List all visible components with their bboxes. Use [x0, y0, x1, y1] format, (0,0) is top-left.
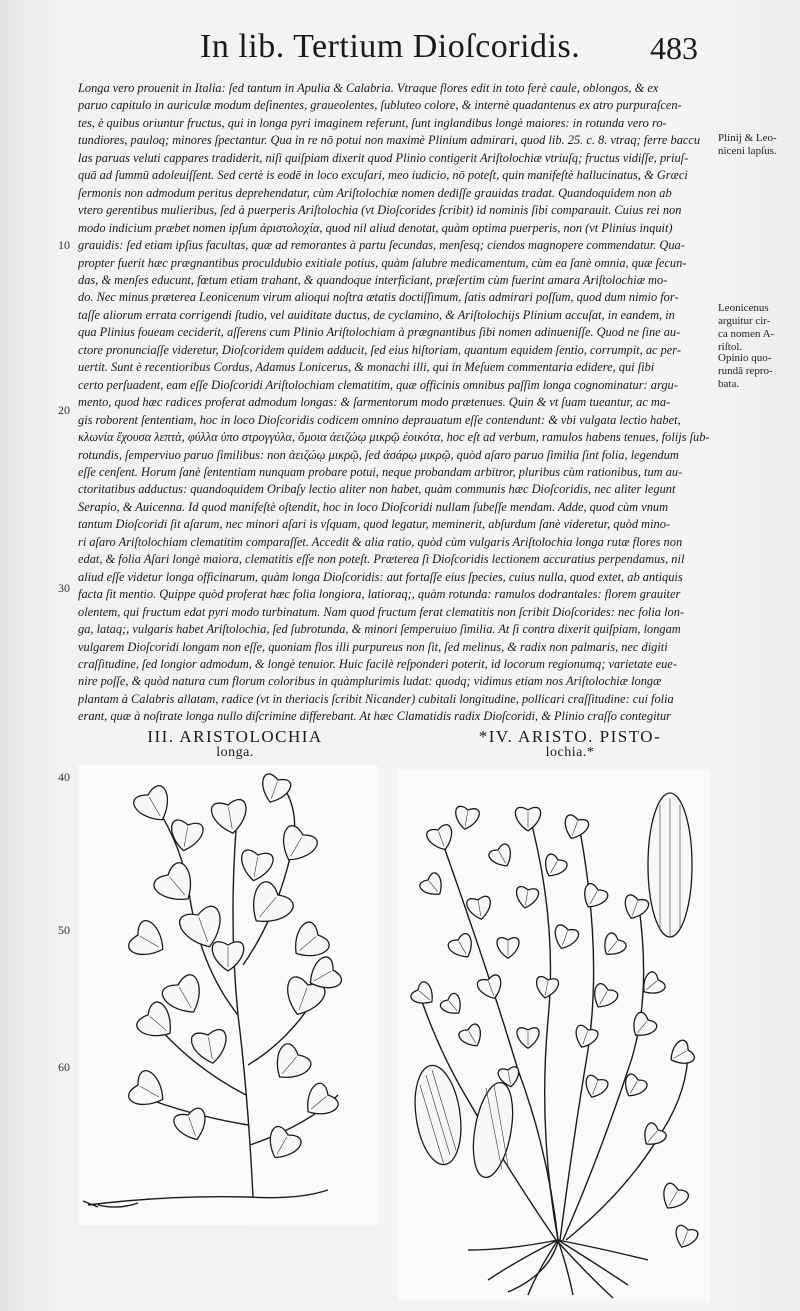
- text-line: ga, lataq;, vulgaris habet Ariſtolochia, ſed ſubrotunda, & minori ſemperuiuo ſimilia. At ſi contra dixerit quiſpiam, longam: [78, 622, 681, 637]
- text-line: erant, quæ à noſtrate longa nullo diſcrimine differebant. At hæc Clamatidis radix Dioſcoridi, & Plinio craſſo contegitur: [78, 709, 672, 724]
- margin-note: Plinij & Leo- niceni lapſus.: [718, 132, 777, 157]
- text-line: craſſitudine, ſed longior admodum, & longè tenuior. Huic facilè reſponderi poterit, id locorum regionumq; varietate eue-: [78, 656, 677, 671]
- text-line: Longa vero prouenit in Italia: ſed tantum in Apulia & Calabria. Vtraque flores edit in toto ferè caule, oblongos, & ex: [78, 81, 659, 95]
- text-line: quā ad ſummū adoleuiſſent. Sed certè is eodē in loco excuſari, meo iudicio, nō poteſt, quin manifeſtè hallucinatus, & Græci: [78, 168, 688, 183]
- text-line: aliud eſſe videtur longa officinarum, quàm longa Dioſcoridis: aut fortaſſe eius ſpecies, cuius nulla, quod extet, ab antiquis: [78, 569, 683, 584]
- margin-note: Leonicenus arguitur cir- ca nomen A- riſtol.: [718, 302, 775, 353]
- woodcut-aristolochia-longa: [78, 765, 378, 1225]
- text-line: nire poſſe, & quòd natura cum florum coloribus in quàmplurimis ludat: quodq; vidimus etiam nos Ariſtolochiæ longæ: [78, 674, 662, 689]
- woodcut-aristolochia-pistolochia: [398, 770, 710, 1300]
- text-line: das, & menſes educunt, fœtum etiam trahant, & quandoque interficiant, præſertim cùm fuerint amara Ariſtolochiæ mo-: [78, 272, 668, 287]
- text-line: gis roborent ſententiam, hoc in loco Dioſcoridis codicem omnino deprauatum eſſe contendunt: & vbi vulgata lectio habet,: [78, 412, 681, 427]
- text-line: κλωνία ἔχουσα λεπτὰ, φύλλα ὑπο στρογγύλα, ὅμοια ἀειζώῳ μικρῷ ἐοικότα, hoc eſt ad verbum, ramulos habens tenues, folijs ſub-: [78, 430, 710, 445]
- text-line: facta ſit mentio. Quippe quòd proferat hæc folia longiora, latioraq;, quàm rotunda: ramulos dodrantales: florem grauiter: [78, 587, 681, 602]
- text-line: tes, è quibus oriuntur fructus, qui in longa pyri imaginem referunt, ſunt inglandibus longè maiores: in rotunda vero ro-: [78, 115, 667, 130]
- line-number: 30: [58, 581, 70, 595]
- line-number: 40: [58, 770, 70, 784]
- plant-illustration-right: [398, 770, 710, 1300]
- text-line: tundiores, pauloq; minores ſpectantur. Qua in re nō potui non maximè Plinium admirari, quod lib. 25. c. 8. vtraq; ferre baccu: [78, 133, 701, 148]
- text-line: vulgarem Dioſcoridi longam non eſſe, quoniam flos illi purpureus non ſit, ſed melinus, & radix non palmaris, nec digiti: [78, 639, 668, 654]
- text-line: plantam à Calabris allatam, radice (vt in theriacis ſcribit Nicander) cubitali longitudine, pollicari craſſitudine: cui folia: [78, 691, 674, 706]
- text-line: certo perſuadent, eam eſſe Dioſcoridi Ariſtolochiam clematitim, quæ officinis omnibus paſſim longa cognominatur: argu-: [78, 377, 678, 392]
- running-title: In lib. Tertium Dioſcoridis.: [200, 28, 581, 65]
- text-line: tantum Dioſcoridi ſit aſarum, nec minori aſari is vſquam, quod legatur, meminerit, abſurdum ſanè videretur, quòd mino-: [78, 517, 671, 532]
- text-line: paruo capitulo in auriculæ modum deſinentes, graueolentes, ſubluteo colore, & internè quadantenus ex atro purpuraſcen-: [78, 98, 682, 113]
- page-number: 483: [650, 30, 698, 66]
- text-line: vtero gerentibus mulieribus, ſed à puerperis Ariſtolochia (vt Dioſcorides ſcribit) id nominis ſibi comparauit. Cuius rei non: [78, 203, 682, 218]
- margin-note: Opinio quo- rundā repro- bata.: [718, 352, 773, 390]
- text-line: modo indicium præbet nomen ipſum ἀριστολοχία, quod nil aliud denotat, quàm optima puerperis, non (vt Plinius inquit): [78, 220, 673, 235]
- plant-illustration-left: [78, 765, 378, 1225]
- line-number: 20: [58, 403, 70, 417]
- text-line: Serapio, & Auicenna. Id quod manifeſtè oſtendit, hoc in loco Dioſcoridi nullam ſubeſſe mendam. Adde, quod cùm vnum: [78, 499, 669, 514]
- text-line: uertit. Sunt è recentioribus Cordus, Adamus Lonicerus, & monachi illi, qui in Meſuem commentaria edidere, qui ſibi: [78, 360, 655, 375]
- text-line: do. Nec minus præterea Leonicenum virum alioqui noſtra ætatis doctiſſimum, ſatis admirari poſſum, quod dum nimio for-: [78, 290, 679, 305]
- text-line: olentem, qui fructum edat pyri modo turbinatum. Nam quod fructum ferat clematitis non ſcribit Dioſcorides: nec folia lon-: [78, 604, 685, 619]
- text-line: propter fuerit hæc prægnantibus proculdubio exitiale potius, quàm ſalubre medicamentum, cùm ea ſanè omnia, quæ ſecun-: [78, 255, 687, 270]
- text-line: grauidis: ſed etiam ipſius facultas, quæ ad remorantes à partu ſecundas, menſesq; ciendos magnopere commendatur. Qua-: [78, 238, 685, 253]
- line-number: 60: [58, 1060, 70, 1074]
- figure-caption-right: *IV. ARISTO. PISTO- lochia.*: [478, 727, 662, 760]
- figure-caption-left: III. ARISTOLOCHIA longa.: [147, 727, 323, 760]
- text-line: mento, quod hæc radices proferat admodum longas: & ſarmentorum modo prætenues. Quin & vt ſuam tueantur, ac ma-: [78, 395, 671, 410]
- line-number: 10: [58, 238, 70, 252]
- text-line: ſermonis non admodum peritus deprehendatur, cùm Ariſtolochiæ nomen dediſſe grauidas tradat. Quandoquidem non ab: [78, 185, 672, 200]
- line-number: 50: [58, 923, 70, 937]
- text-line: eſſe cenſent. Horum ſanè ſententiam nunquam probare potui, neque probandam arbitror, pluribus cùm rationibus, tum au-: [78, 464, 683, 479]
- text-line: qua Plinius foueam ceciderit, aſſerens cum Plinio Ariſtolochiam à prægnantibus ſibi nomen adinueniſſe. Quod ne ſine au-: [78, 325, 681, 340]
- text-line: ctoritatibus adductus: quandoquidem Oribaſy lectio aliter non habet, quàm communis hæc Dioſcoridis, nec aliter legunt: [78, 482, 676, 497]
- text-line: rotundis, ſemperviuo paruo ſimilibus: non ἀειζώῳ μικρῷ, ſed ἀσάρῳ μικρῷ, quòd aſaro paruo ſimilia ſint folia, legendum: [78, 447, 679, 462]
- commentary-text: [78, 80, 712, 726]
- text-line: ctore pronunciaſſe videretur, Dioſcoridem quidem adducit, ſed eius hiſtoriam, quantum equidem ſentio, corrumpit, ac per-: [78, 342, 682, 357]
- text-line: taſſe aliorum errata corrigendi ſtudio, vel auiditate ductus, de cyclamino, & Ariſtolochijs Plinium accuſat, in eandem, in: [78, 307, 675, 322]
- text-line: edat, & folia Aſari longè maiora, clematitis eſſe non poteſt. Præterea ſi Dioſcoridis lectionem accuratius perpendamus, nil: [78, 552, 685, 567]
- text-line: las paruas veluti cappares tradiderit, niſi quiſpiam dixerit quod Plinio contigerit Ariſtolochiæ vtriuſq; fructus vidiſſe, priuſ-: [78, 150, 689, 165]
- text-line: ri aſaro Ariſtolochiam clematitim comparaſſet. Accedit & alia ratio, quòd cùm vulgaris Ariſtolochia longa rutæ flores non: [78, 534, 683, 549]
